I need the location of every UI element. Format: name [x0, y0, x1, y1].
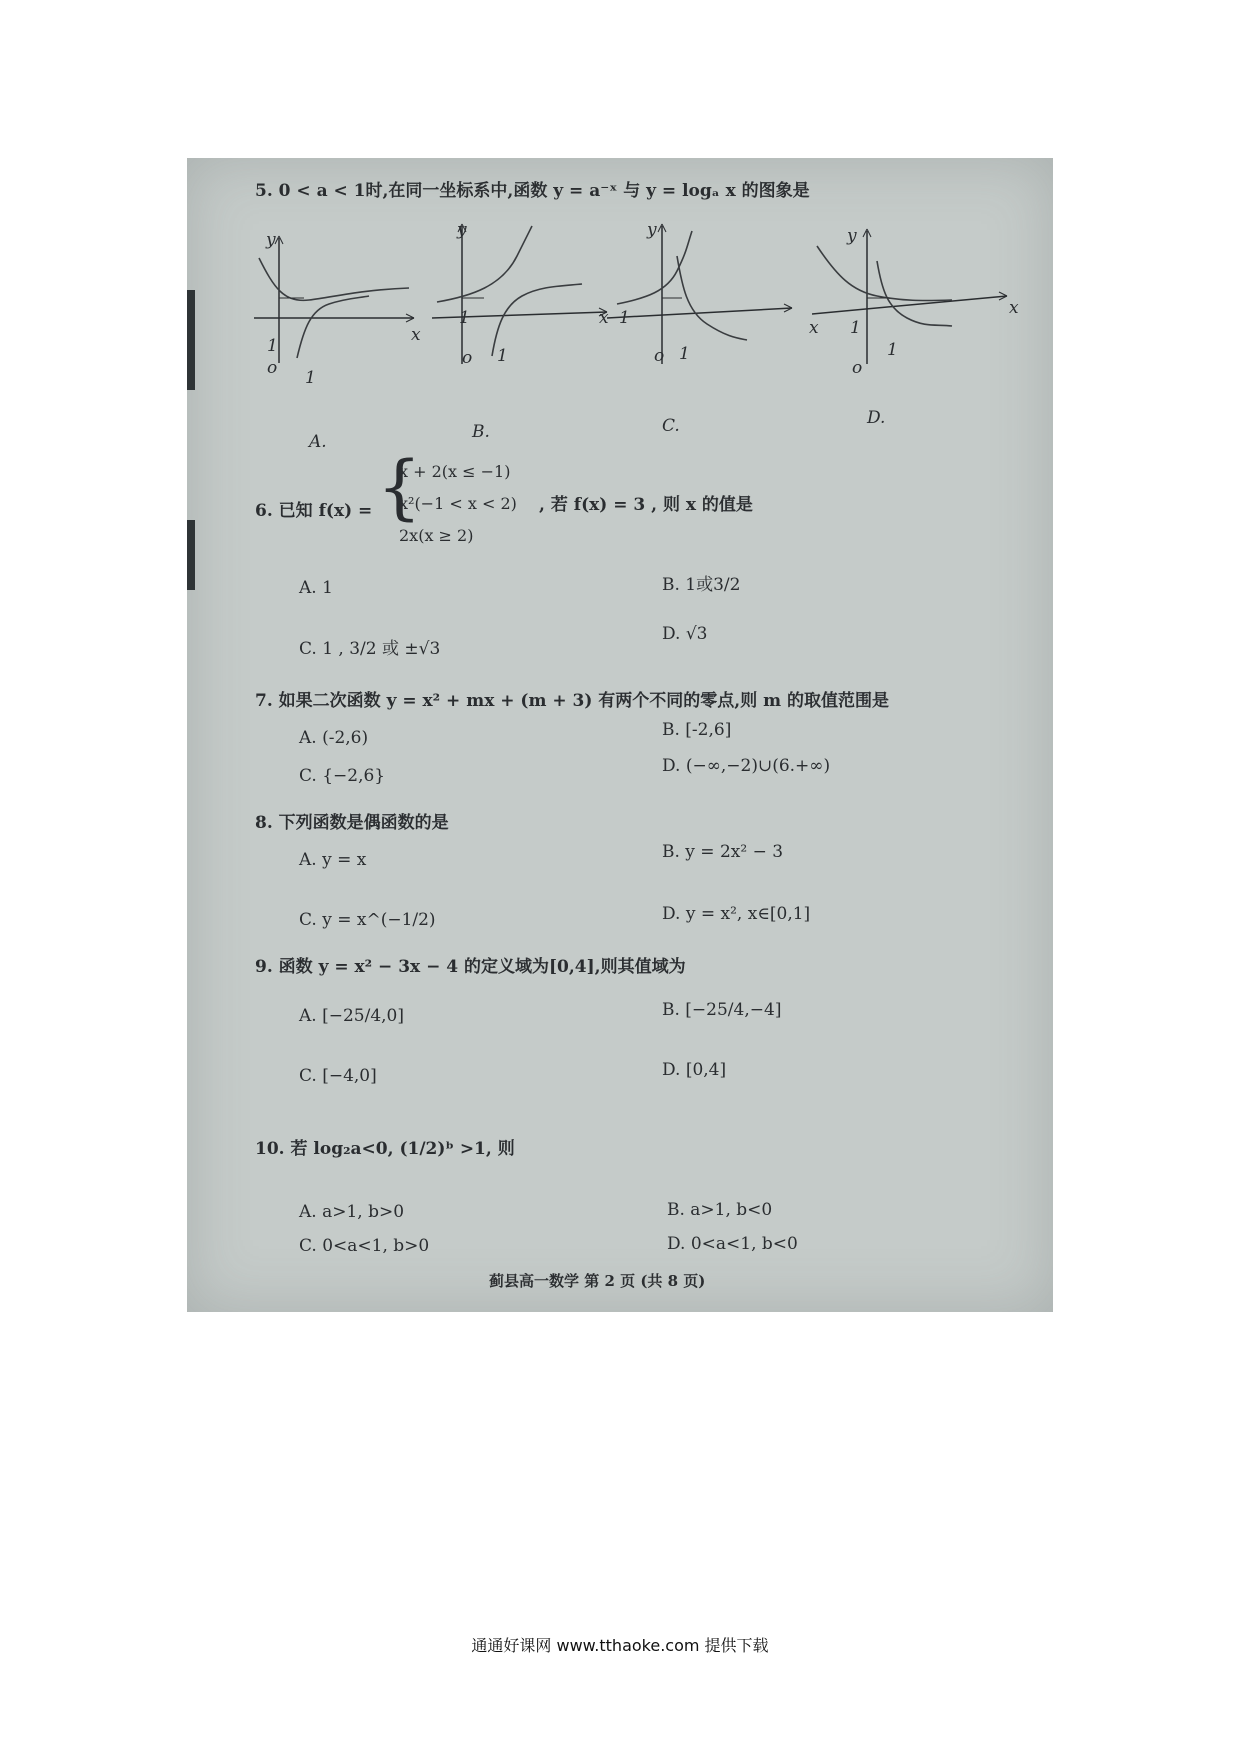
q8-option-c: C. y = x^(−1/2)	[299, 910, 436, 930]
graph-a-x-label: x	[411, 325, 421, 345]
q7-option-a: A. (-2,6)	[299, 728, 369, 748]
q9-option-d: D. [0,4]	[662, 1060, 727, 1080]
q6-case-1: x + 2(x ≤ −1)	[399, 462, 511, 481]
q7-stem: 7. 如果二次函数 y = x² + mx + (m + 3) 有两个不同的零点,则 m 的取值范围是	[255, 691, 890, 711]
graph-a-origin-label: o	[267, 358, 278, 378]
graph-c-caption: C.	[662, 416, 680, 436]
q9-option-b: B. [−25/4,−4]	[662, 1000, 782, 1020]
q10-option-d: D. 0<a<1, b<0	[667, 1234, 798, 1254]
binding-mark-top	[187, 290, 195, 390]
graph-b-one-label: 1	[459, 308, 470, 328]
graph-d-origin-label: o	[852, 358, 863, 378]
q6-case-3: 2x(x ≥ 2)	[399, 526, 474, 545]
q9-option-c: C. [−4,0]	[299, 1066, 377, 1086]
graph-c-origin-label: o	[654, 346, 665, 366]
q6-option-d: D. √3	[662, 624, 708, 644]
binding-mark-middle	[187, 520, 195, 590]
graph-b-x-label: x	[599, 308, 609, 328]
q10-option-a: A. a>1, b>0	[299, 1202, 405, 1222]
graph-c	[607, 216, 797, 366]
graph-a-caption: A.	[309, 432, 327, 452]
q7-option-c: C. {−2,6}	[299, 766, 386, 786]
graph-d-x-label: x	[1009, 298, 1019, 318]
scanned-exam-page	[187, 158, 1053, 1312]
graph-b-caption: B.	[472, 422, 490, 442]
graph-c-x1-label: 1	[679, 344, 690, 364]
graph-b-x1-label: 1	[497, 346, 508, 366]
graph-b-origin-label: o	[462, 348, 473, 368]
q6-option-a: A. 1	[299, 578, 333, 598]
graph-c-y-label: y	[647, 220, 657, 240]
q6-piecewise	[377, 446, 537, 554]
q9-option-a: A. [−25/4,0]	[299, 1006, 404, 1026]
graph-a-one-label: 1	[267, 336, 278, 356]
q6-brace: {	[377, 446, 422, 528]
q6-option-b: B. 1或3/2	[662, 575, 741, 595]
q7-option-b: B. [-2,6]	[662, 720, 732, 740]
q8-option-d: D. y = x², x∈[0,1]	[662, 904, 811, 924]
q8-option-a: A. y = x	[299, 850, 367, 870]
q8-option-b: B. y = 2x² − 3	[662, 842, 784, 862]
q10-option-c: C. 0<a<1, b>0	[299, 1236, 430, 1256]
graph-d-one-label: 1	[850, 318, 861, 338]
graph-c-one-label: 1	[619, 308, 630, 328]
graph-d-y-label: y	[847, 226, 857, 246]
download-credit: 通通好课网 www.tthaoke.com 提供下载	[471, 1636, 769, 1655]
q6-stem-end: , 若 f(x) = 3 , 则 x 的值是	[539, 495, 753, 515]
graph-d-caption: D.	[867, 408, 886, 428]
q10-option-b: B. a>1, b<0	[667, 1200, 773, 1220]
q5-stem: 5. 0 < a < 1时,在同一坐标系中,函数 y = a⁻ˣ 与 y = logₐ x 的图象是	[255, 181, 810, 201]
q9-stem: 9. 函数 y = x² − 3x − 4 的定义域为[0,4],则其值域为	[255, 957, 686, 977]
q7-option-d: D. (−∞,−2)∪(6.+∞)	[662, 756, 831, 776]
graph-d-x1-label: 1	[887, 340, 898, 360]
q6-stem-start: 6. 已知 f(x) =	[255, 501, 373, 521]
q10-stem: 10. 若 log₂a<0, (1/2)ᵇ >1, 则	[255, 1139, 515, 1159]
graph-a-y-label: y	[266, 230, 276, 250]
q8-stem: 8. 下列函数是偶函数的是	[255, 813, 449, 833]
q6-case-2: x²(−1 < x < 2)	[399, 494, 517, 513]
graph-b-y-label: y	[457, 220, 467, 240]
graph-a-x1-label: 1	[305, 368, 316, 388]
q6-option-c: C. 1 , 3/2 或 ±√3	[299, 639, 441, 659]
page-footer: 蓟县高一数学 第 2 页 (共 8 页)	[489, 1272, 706, 1290]
graph-d	[812, 216, 1012, 366]
graph-c-x-label: x	[809, 318, 819, 338]
